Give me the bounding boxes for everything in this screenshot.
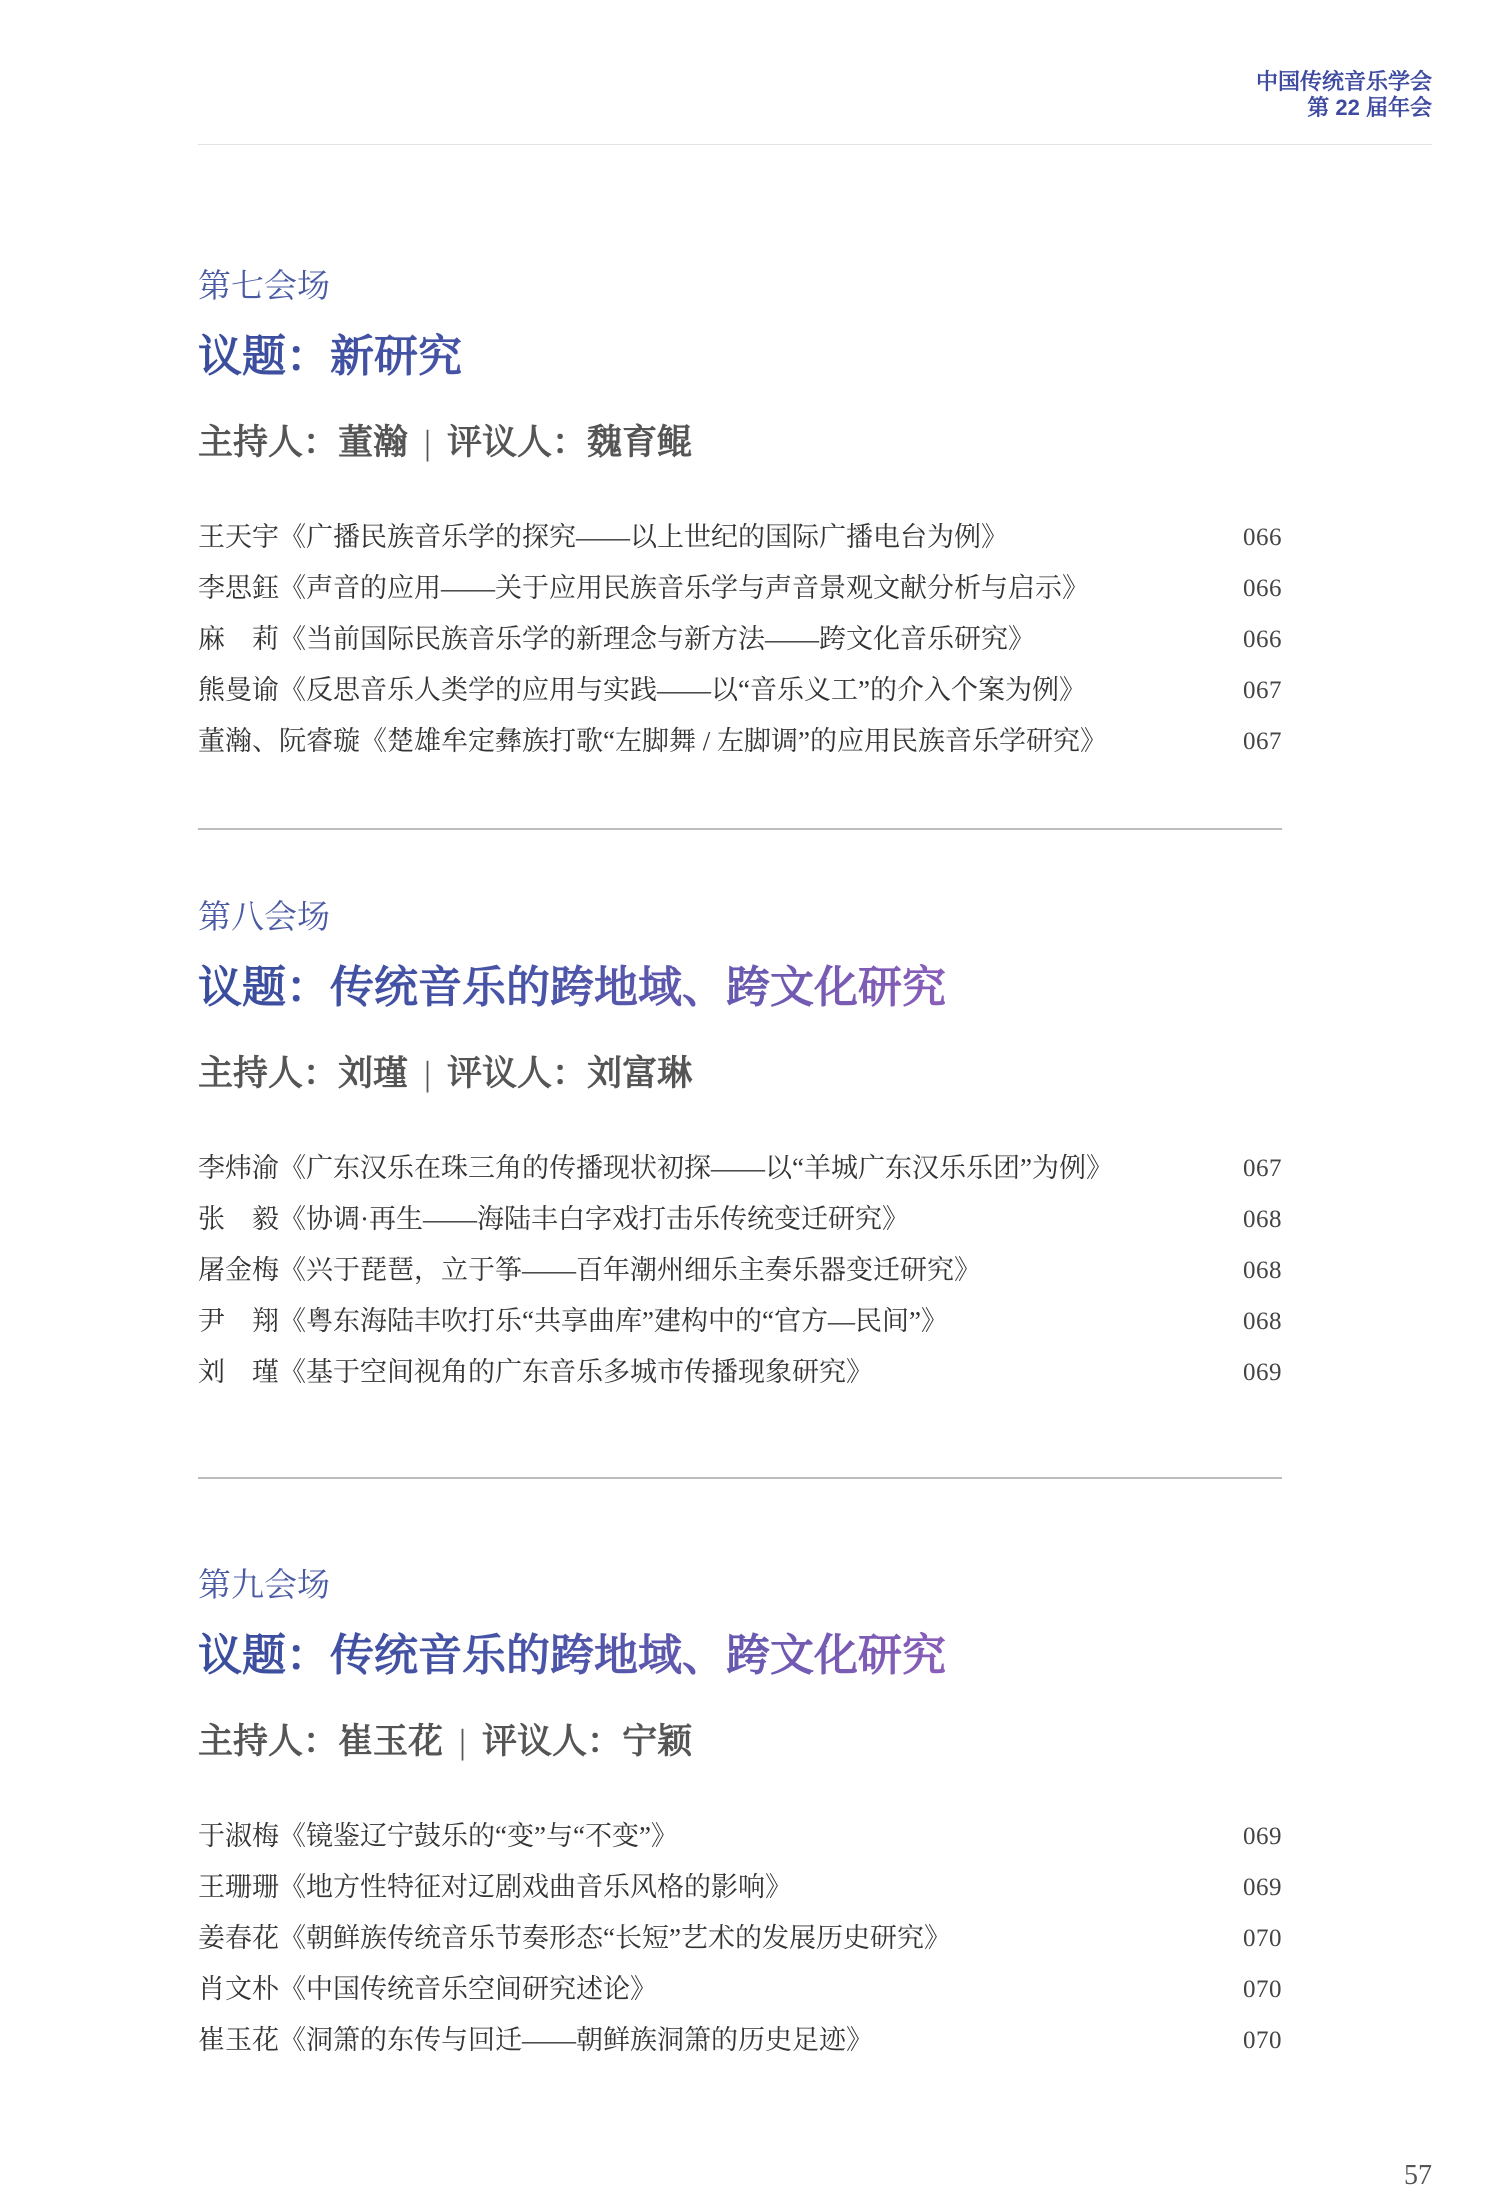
paper-row bbox=[198, 512, 1282, 563]
session-venue: 第九会场 bbox=[198, 1566, 330, 1603]
paper-row bbox=[198, 1347, 1282, 1398]
header-conference-edition: 第 22 届年会 bbox=[1307, 95, 1432, 120]
paper-title: 《朝鲜族传统音乐节奏形态“长短”艺术的发展历史研究》 bbox=[279, 1923, 951, 1953]
reviewer-label: 评议人： bbox=[447, 1054, 588, 1093]
session-9 bbox=[198, 1565, 1282, 2066]
paper-row bbox=[198, 716, 1282, 767]
paper-row bbox=[198, 1194, 1282, 1245]
paper-page: 069 bbox=[1243, 1359, 1282, 1386]
paper-author: 崔玉花 bbox=[198, 2025, 279, 2055]
paper-title: 《广播民族音乐学的探究——以上世纪的国际广播电台为例》 bbox=[279, 522, 1008, 552]
paper-page: 066 bbox=[1243, 575, 1282, 602]
session-topic: 议题：传统音乐的跨地域、跨文化研究 bbox=[198, 960, 946, 1016]
paper-list bbox=[198, 1811, 1282, 2066]
paper-row bbox=[198, 1143, 1282, 1194]
paper-author: 刘 瑾 bbox=[198, 1357, 279, 1387]
paper-page: 070 bbox=[1243, 2027, 1282, 2054]
session-moderators bbox=[198, 1052, 1282, 1096]
reviewer-label: 评议人： bbox=[482, 1722, 623, 1761]
session-moderators bbox=[198, 421, 1282, 465]
paper-page: 067 bbox=[1243, 1155, 1282, 1182]
paper-row bbox=[198, 2015, 1282, 2066]
paper-title: 《楚雄牟定彝族打歌“左脚舞 / 左脚调”的应用民族音乐学研究》 bbox=[360, 726, 1107, 756]
paper-author: 姜春花 bbox=[198, 1923, 279, 1953]
section-divider bbox=[198, 828, 1282, 830]
reviewer-name: 宁颖 bbox=[622, 1722, 693, 1761]
paper-page: 069 bbox=[1243, 1874, 1282, 1901]
paper-author: 肖文朴 bbox=[198, 1974, 279, 2004]
paper-title: 《镜鉴辽宁鼓乐的“变”与“不变”》 bbox=[279, 1821, 678, 1851]
paper-title: 《当前国际民族音乐学的新理念与新方法——跨文化音乐研究》 bbox=[279, 624, 1035, 654]
session-topic: 议题：传统音乐的跨地域、跨文化研究 bbox=[198, 1628, 946, 1684]
paper-row bbox=[198, 1296, 1282, 1347]
host-label: 主持人： bbox=[198, 423, 339, 462]
reviewer-label: 评议人： bbox=[447, 423, 588, 462]
host-label: 主持人： bbox=[198, 1722, 339, 1761]
separator: | bbox=[424, 423, 432, 462]
paper-title: 《协调·再生——海陆丰白字戏打击乐传统变迁研究》 bbox=[279, 1204, 909, 1234]
paper-page: 066 bbox=[1243, 626, 1282, 653]
paper-title: 《中国传统音乐空间研究述论》 bbox=[279, 1974, 657, 2004]
session-moderators bbox=[198, 1720, 1282, 1764]
paper-title: 《粤东海陆丰吹打乐“共享曲库”建构中的“官方—民间”》 bbox=[279, 1306, 948, 1336]
header-society-name: 中国传统音乐学会 bbox=[1255, 69, 1432, 94]
paper-author: 麻 莉 bbox=[198, 624, 279, 654]
paper-author: 屠金梅 bbox=[198, 1255, 279, 1285]
paper-author: 王珊珊 bbox=[198, 1872, 279, 1902]
paper-page: 067 bbox=[1243, 677, 1282, 704]
paper-title: 《洞箫的东传与回迁——朝鲜族洞箫的历史足迹》 bbox=[279, 2025, 873, 2055]
paper-page: 068 bbox=[1243, 1257, 1282, 1284]
paper-author: 王天宇 bbox=[198, 522, 279, 552]
paper-row bbox=[198, 1913, 1282, 1964]
paper-page: 066 bbox=[1243, 524, 1282, 551]
session-venue: 第七会场 bbox=[198, 267, 330, 304]
section-divider bbox=[198, 1477, 1282, 1479]
paper-row bbox=[198, 1862, 1282, 1913]
paper-author: 张 毅 bbox=[198, 1204, 279, 1234]
host-name: 刘瑾 bbox=[338, 1054, 409, 1093]
paper-row bbox=[198, 665, 1282, 716]
paper-page: 070 bbox=[1243, 1925, 1282, 1952]
paper-list bbox=[198, 512, 1282, 767]
paper-title: 《广东汉乐在珠三角的传播现状初探——以“羊城广东汉乐乐团”为例》 bbox=[279, 1153, 1113, 1183]
running-header bbox=[1256, 69, 1432, 121]
session-venue: 第八会场 bbox=[198, 898, 330, 935]
paper-page: 067 bbox=[1243, 728, 1282, 755]
paper-row bbox=[198, 1811, 1282, 1862]
paper-page: 068 bbox=[1243, 1206, 1282, 1233]
paper-row bbox=[198, 1964, 1282, 2015]
paper-row bbox=[198, 1245, 1282, 1296]
session-7 bbox=[198, 266, 1282, 767]
paper-author: 熊曼谕 bbox=[198, 675, 279, 705]
paper-page: 068 bbox=[1243, 1308, 1282, 1335]
separator: | bbox=[459, 1722, 467, 1761]
page-number: 57 bbox=[1404, 2160, 1432, 2191]
paper-author: 于淑梅 bbox=[198, 1821, 279, 1851]
paper-page: 070 bbox=[1243, 1976, 1282, 2003]
paper-row bbox=[198, 563, 1282, 614]
paper-title: 《兴于琵琶，立于筝——百年潮州细乐主奏乐器变迁研究》 bbox=[279, 1255, 981, 1285]
paper-author: 李思鈺 bbox=[198, 573, 279, 603]
host-label: 主持人： bbox=[198, 1054, 339, 1093]
host-name: 董瀚 bbox=[338, 423, 409, 462]
paper-title: 《反思音乐人类学的应用与实践——以“音乐义工”的介入个案为例》 bbox=[279, 675, 1086, 705]
reviewer-name: 刘富琳 bbox=[587, 1054, 693, 1093]
paper-list bbox=[198, 1143, 1282, 1398]
paper-title: 《基于空间视角的广东音乐多城市传播现象研究》 bbox=[279, 1357, 873, 1387]
session-8 bbox=[198, 897, 1282, 1398]
paper-title: 《声音的应用——关于应用民族音乐学与声音景观文献分析与启示》 bbox=[279, 573, 1089, 603]
paper-author: 尹 翔 bbox=[198, 1306, 279, 1336]
paper-title: 《地方性特征对辽剧戏曲音乐风格的影响》 bbox=[279, 1872, 792, 1902]
session-topic: 议题：新研究 bbox=[198, 329, 462, 385]
paper-author: 李炜渝 bbox=[198, 1153, 279, 1183]
host-name: 崔玉花 bbox=[338, 1722, 444, 1761]
paper-page: 069 bbox=[1243, 1823, 1282, 1850]
paper-author: 董瀚、阮睿璇 bbox=[198, 726, 360, 756]
header-rule bbox=[198, 144, 1432, 145]
reviewer-name: 魏育鲲 bbox=[587, 423, 693, 462]
separator: | bbox=[424, 1054, 432, 1093]
paper-row bbox=[198, 614, 1282, 665]
